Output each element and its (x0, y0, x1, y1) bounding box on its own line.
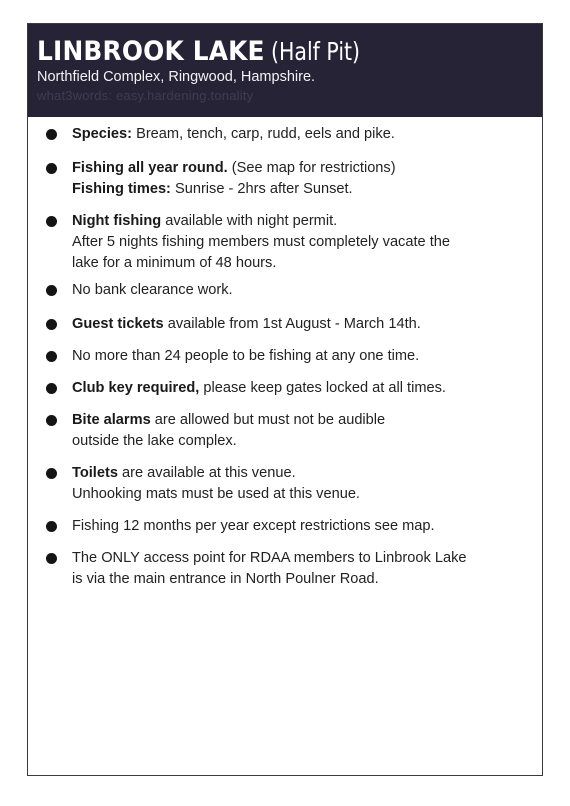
rule-bold-text: Species: (72, 126, 133, 142)
rule-line (72, 158, 532, 179)
bullet-icon (46, 468, 57, 479)
header-banner (28, 24, 542, 117)
rule-bold-text: Guest tickets (72, 316, 164, 332)
rule-plain-text: The ONLY access point for RDAA members to Linbrook Lake (72, 550, 467, 566)
rule-plain-text: available with night permit. (161, 213, 338, 229)
page-title (37, 36, 380, 67)
bullet-icon (46, 553, 57, 564)
rule-line (72, 410, 532, 431)
rule-plain-text: Fishing 12 months per year except restrictions see map. (72, 518, 435, 534)
rule-plain-text: No bank clearance work. (72, 282, 233, 298)
rule-plain-text: No more than 24 people to be fishing at any one time. (72, 348, 420, 364)
bullet-icon (46, 285, 57, 296)
bullet-icon (46, 415, 57, 426)
rules-card (27, 23, 543, 776)
rule-line (72, 463, 532, 484)
rule-line (72, 280, 532, 301)
rule-plain-text: lake for a minimum of 48 hours. (72, 255, 277, 271)
bullet-icon (46, 163, 57, 174)
rule-line (72, 124, 532, 145)
rule-plain-text: available from 1st August - March 14th. (163, 316, 421, 332)
rule-bold-text: Bite alarms (72, 412, 151, 428)
rule-line (72, 211, 532, 232)
rule-plain-text: Sunrise - 2hrs after Sunset. (170, 181, 353, 197)
rule-bold-text: Night fishing (72, 213, 162, 229)
bullet-icon (46, 351, 57, 362)
rule-text (72, 280, 532, 301)
rule-plain-text: is via the main entrance in North Poulner Road. (72, 571, 379, 587)
rule-line (72, 484, 532, 505)
rule-line (72, 232, 532, 253)
rule-text (72, 548, 532, 590)
rule-plain-text: (See map for restrictions) (227, 160, 396, 176)
rule-plain-text: are allowed but must not be audible (150, 412, 386, 428)
rule-line (72, 253, 532, 274)
rule-plain-text: are available at this venue. (117, 465, 296, 481)
bullet-icon (46, 129, 57, 140)
rule-line (72, 569, 532, 590)
rule-plain-text: After 5 nights fishing members must completely vacate the (72, 234, 450, 250)
rule-plain-text: Unhooking mats must be used at this venue. (72, 486, 360, 502)
title-subtitle: (Half Pit) (270, 37, 361, 66)
rule-text (72, 410, 532, 452)
rule-text (72, 314, 532, 335)
rule-text (72, 211, 532, 274)
rule-bold-text: Club key required, (72, 380, 200, 396)
rule-line (72, 431, 532, 452)
rule-plain-text: outside the lake complex. (72, 433, 237, 449)
rule-text (72, 124, 532, 145)
rule-line (72, 346, 532, 367)
venue-address: Northfield Complex, Ringwood, Hampshire. (37, 69, 316, 85)
rule-text (72, 378, 532, 399)
rule-text (72, 516, 532, 537)
rule-line (72, 516, 532, 537)
rule-line (72, 314, 532, 335)
rule-line (72, 378, 532, 399)
rule-line (72, 548, 532, 569)
rule-text (72, 346, 532, 367)
rule-bold-text: Fishing all year round. (72, 160, 228, 176)
rule-bold-text: Toilets (72, 465, 118, 481)
rule-plain-text: please keep gates locked at all times. (199, 380, 446, 396)
rule-text (72, 158, 532, 200)
title-lake-name: LINBROOK LAKE (37, 36, 265, 67)
rule-bold-text: Fishing times: (72, 181, 171, 197)
bullet-icon (46, 521, 57, 532)
bullet-icon (46, 383, 57, 394)
rule-plain-text: Bream, tench, carp, rudd, eels and pike. (132, 126, 395, 142)
bullet-icon (46, 319, 57, 330)
bullet-icon (46, 216, 57, 227)
what3words-location: what3words: easy.hardening.tonality (37, 88, 254, 103)
rule-line (72, 179, 532, 200)
rule-text (72, 463, 532, 505)
